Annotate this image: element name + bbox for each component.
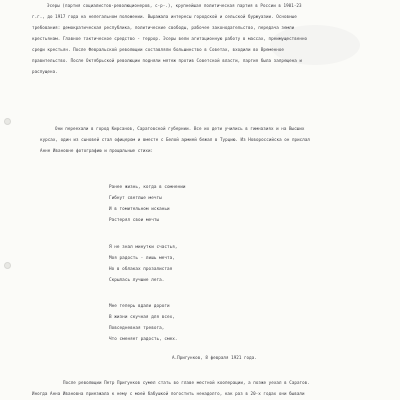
- poem-line: Мне теперь вдали дороги: [109, 304, 170, 309]
- text-line: После революции Петр Пригунков сумел стать во главе местной кооперации, а позже уехал в Саратов.: [63, 380, 310, 385]
- poem-line: И в томительном исканьи: [109, 207, 170, 212]
- text-line: крестьянам. Главное тактическое средство - террор. Эсеры вели агитационную работу в массах, преимущественно: [32, 36, 308, 41]
- text-line: среди крестьян. После Февральской революции составляли большинство в Советах, входили во Временное: [32, 47, 284, 52]
- text-line: курсах, один из сыновей стал офицером и вместе с Белой армией бежал в Турцию. Из Новороссийска он прислал: [40, 137, 310, 142]
- punch-hole: [4, 262, 11, 269]
- poem-line: В жизни скучная для всех,: [109, 315, 175, 320]
- text-line: Эсеры (партия социалистов-революционеров, с-р-.), крупнейшая политическая партия в России в 1901-23: [47, 3, 302, 8]
- text-line: требования: демократическая республика, политические свободы, рабочее законодательство, передача земли: [32, 25, 295, 30]
- poem-line: Но в облаках прозалистая: [109, 267, 173, 272]
- poem-line: Моя радость - лишь мечта,: [109, 256, 175, 261]
- text-line: Анне Ивановне фотографию и прощальные стихи:: [40, 148, 154, 153]
- poem-line: Что сменяет радость, смех.: [109, 337, 178, 342]
- poem-line: Ранее жизнь, когда в сомнении: [109, 185, 186, 190]
- text-line: распущена.: [32, 69, 58, 74]
- text-line: Они переехали в город Кирсанов, Саратовской губернии. Все их дети учились в гимназиях и на Высших: [55, 126, 305, 131]
- text-line: правительство. После Октябрьской революции подняли мятеж против Советской власти, партия была запрещена и: [32, 58, 302, 63]
- signature-line: А.Пригунков, 8 февраля 1921 года.: [172, 355, 257, 360]
- punch-hole: [4, 118, 11, 125]
- text-line: г.г., до 1917 года на нелегальном положении. Выражала интересы городской и сельской буржуазии. Основные: [32, 14, 297, 19]
- poem-line: Повседневная тревога,: [109, 326, 165, 331]
- text-line: Иногда Анна Ивановна приезжала к нему с моей бабушкой погостить ненадолго, как раз в 20-х годах они бывали: [32, 391, 305, 396]
- poem-line: Скрылась лучшие лета.: [109, 278, 165, 283]
- poem-line: Я не знал минутки счастья,: [109, 245, 178, 250]
- poem-line: Гибнут светлые мечты: [109, 196, 162, 201]
- poem-line: Растерял свои мечты: [109, 218, 160, 223]
